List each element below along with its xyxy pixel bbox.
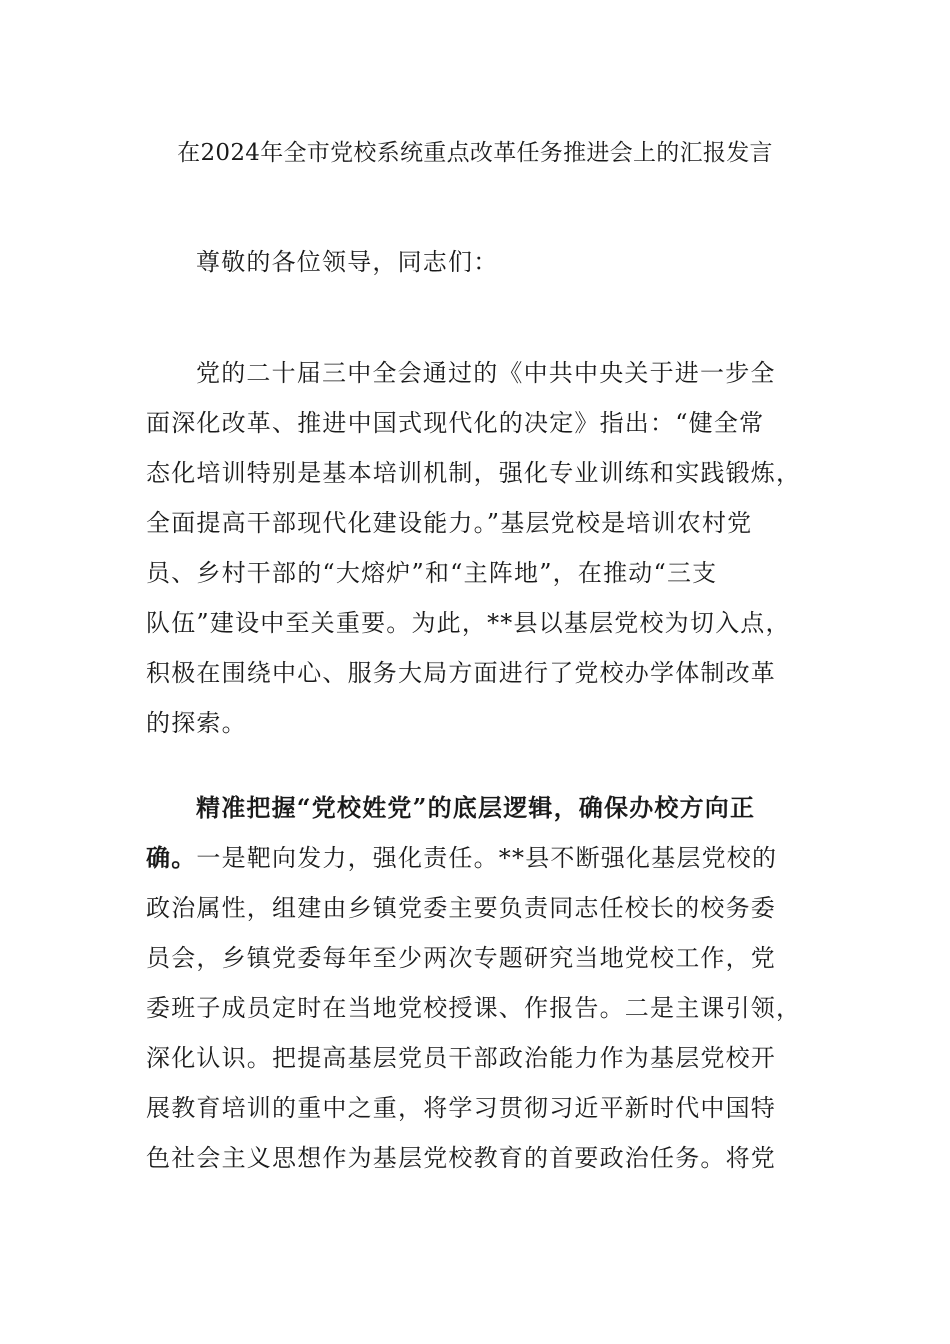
paragraph-line: 全面提高干部现代化建设能力。”基层党校是培训农村党 [146, 509, 753, 537]
paragraph-line: 展教育培训的重中之重，将学习贯彻习近平新时代中国特 [146, 1094, 776, 1122]
paragraph-line: 面深化改革、推进中国式现代化的决定》指出：“健全常 [146, 409, 765, 437]
section-heading-end: 确。 [146, 843, 197, 872]
paragraph-line: 党的二十届三中全会通过的《中共中央关于进一步全 [196, 359, 776, 387]
paragraph-intro [146, 348, 800, 748]
paragraph-line: 态化培训特别是基本培训机制，强化专业训练和实践锻炼， [146, 459, 802, 487]
document-title: 在2024年全市党校系统重点改革任务推进会上的汇报发言 [177, 140, 773, 166]
greeting [146, 237, 800, 287]
paragraph-line: 深化认识。把提高基层党员干部政治能力作为基层党校开 [146, 1044, 776, 1072]
paragraph-line: 政治属性，组建由乡镇党委主要负责同志任校长的校务委 [146, 894, 776, 922]
paragraph-line: 积极在围绕中心、服务大局方面进行了党校办学体制改革 [146, 659, 776, 687]
paragraph-section-one [146, 783, 800, 1183]
paragraph-line: 色社会主义思想作为基层党校教育的首要政治任务。将党 [146, 1144, 776, 1172]
paragraph-line: 员、乡村干部的“大熔炉”和“主阵地”，在推动“三支 [146, 559, 718, 587]
paragraph-line: 委班子成员定时在当地党校授课、作报告。二是主课引领， [146, 994, 802, 1022]
paragraph-line: 队伍”建设中至关重要。为此，**县以基层党校为切入点， [146, 609, 791, 637]
section-heading: 精准把握“党校姓党”的底层逻辑，确保办校方向正 [196, 793, 756, 822]
paragraph-line: 的探索。 [146, 709, 247, 737]
paragraph-line [146, 833, 800, 883]
paragraph-line: 员会，乡镇党委每年至少两次专题研究当地党校工作，党 [146, 944, 776, 972]
greeting-line: 尊敬的各位领导，同志们： [196, 248, 499, 276]
paragraph-line-rest: 一是靶向发力，强化责任。**县不断强化基层党校的 [196, 844, 778, 872]
